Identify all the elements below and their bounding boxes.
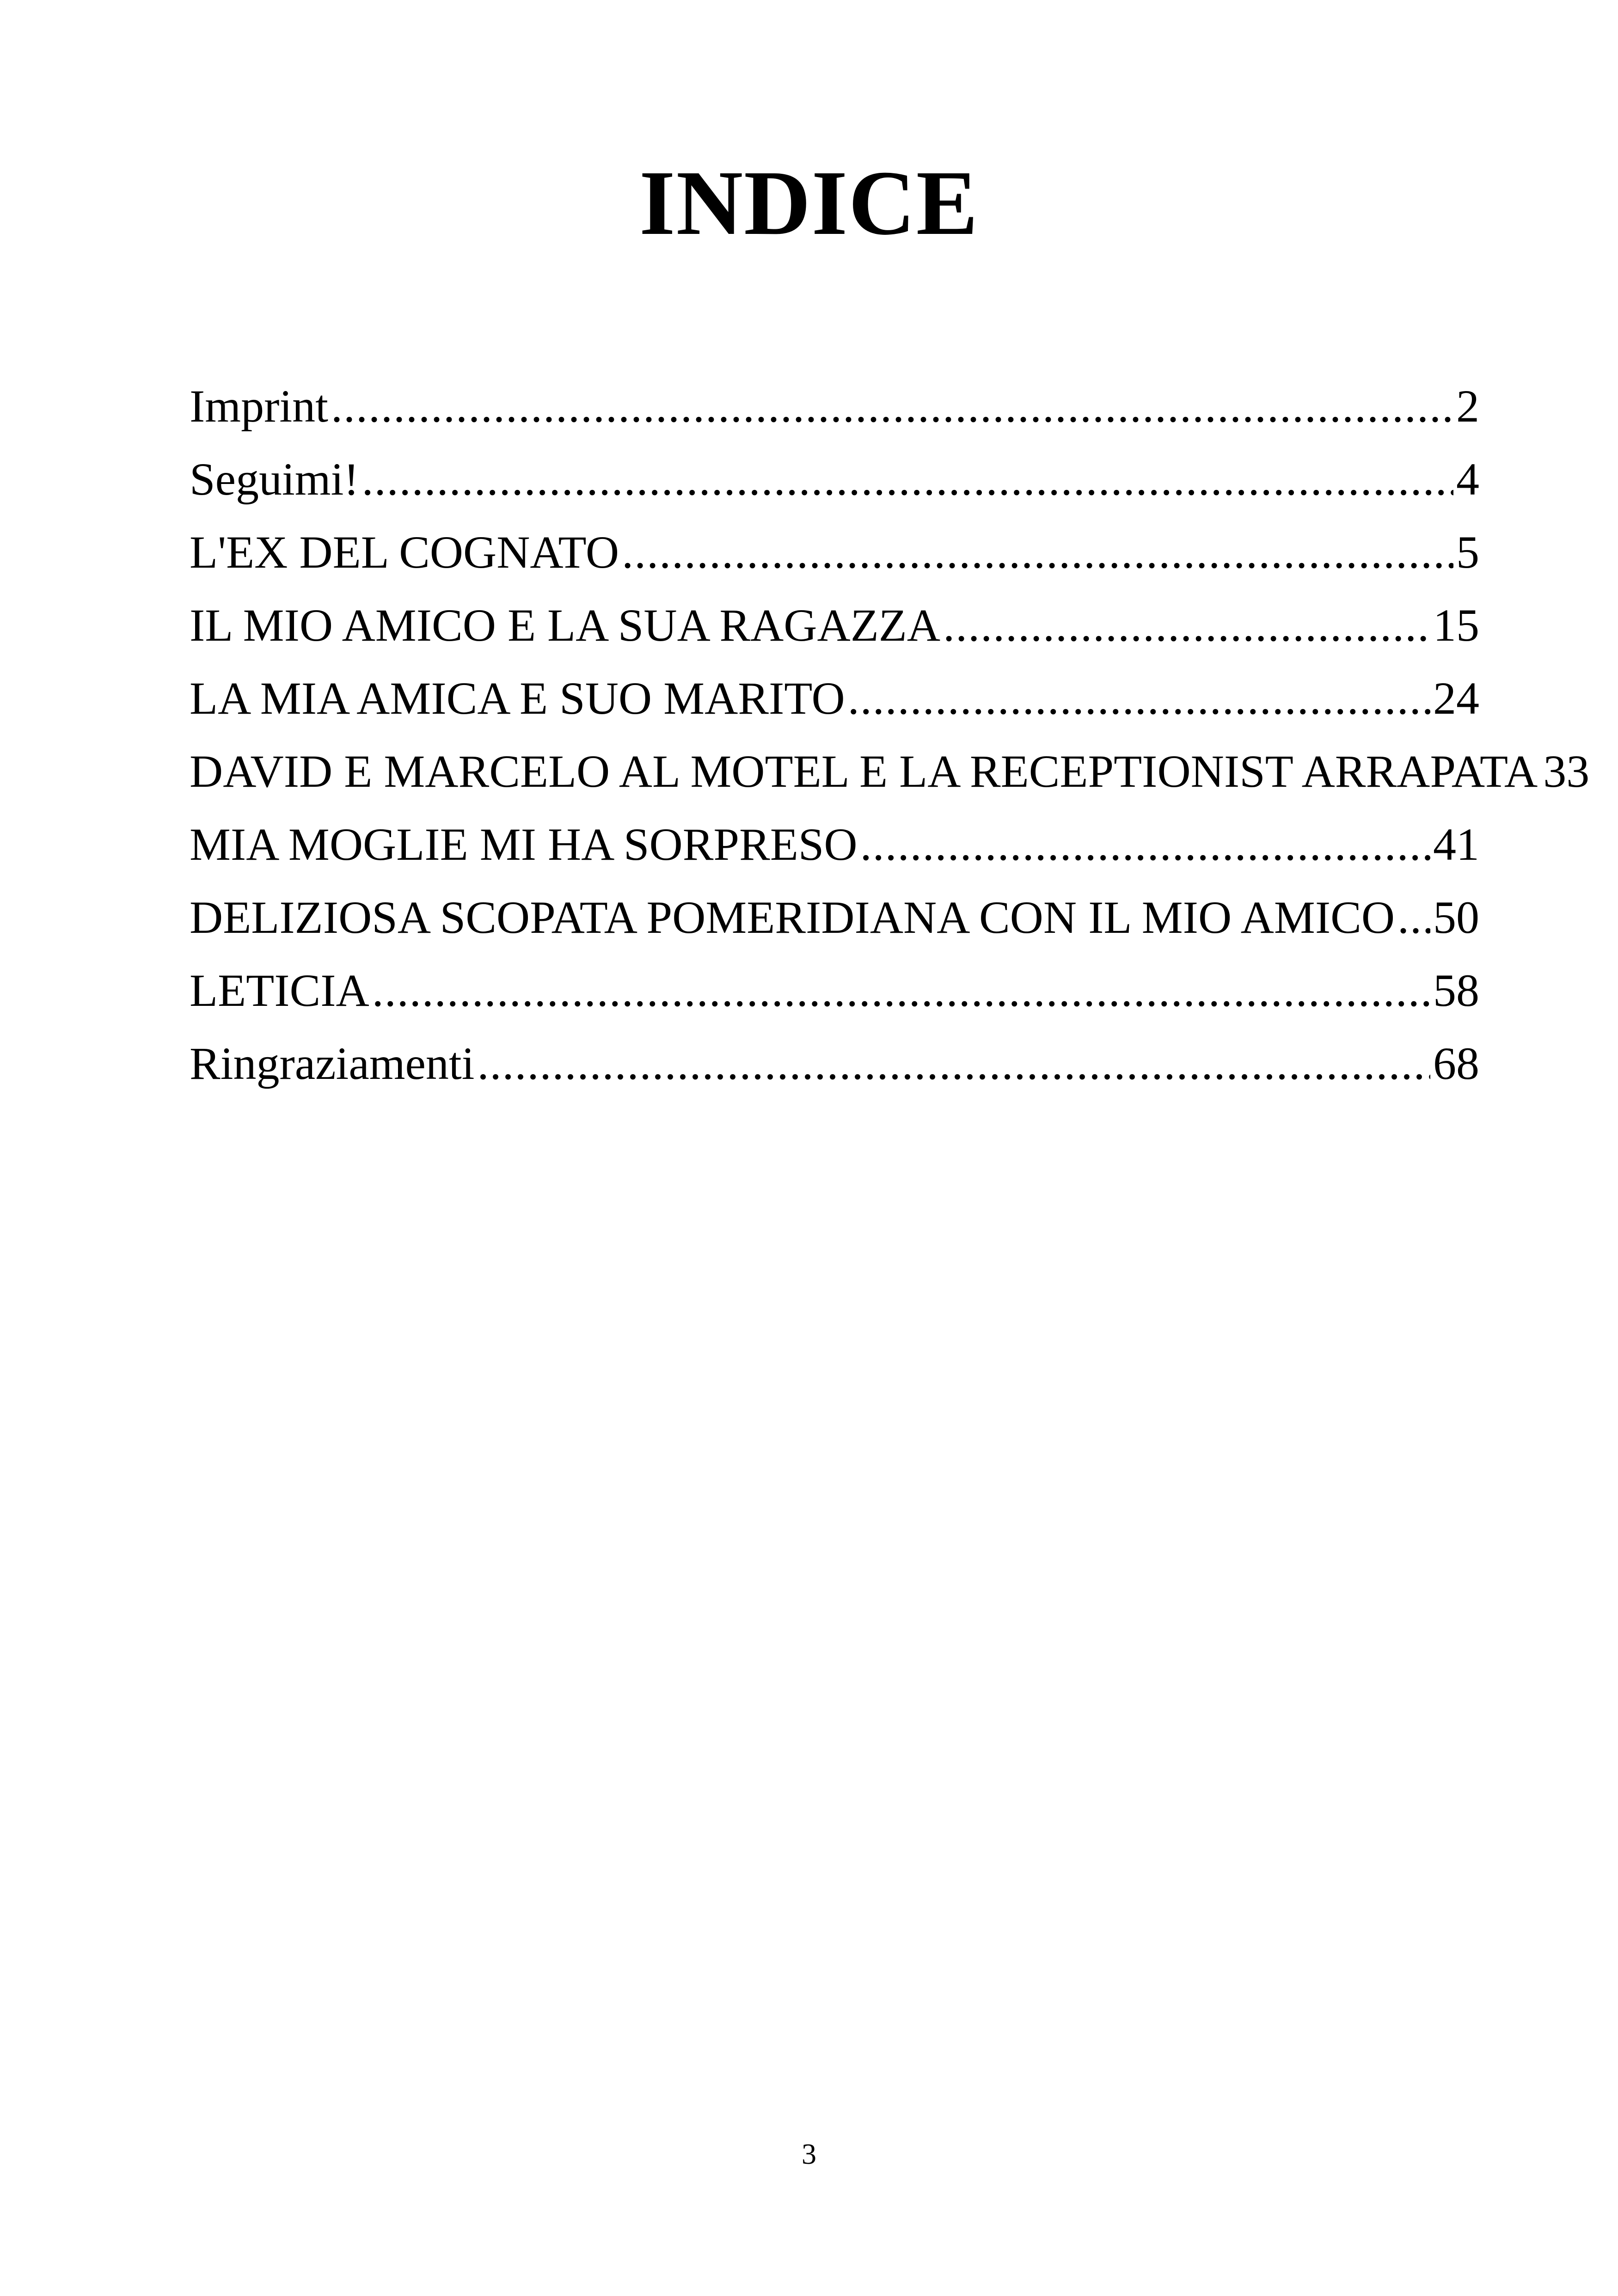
toc-entry-page: 41 xyxy=(1433,819,1479,870)
toc-entry-title: Ringraziamenti xyxy=(190,1038,475,1089)
toc-entry[interactable] xyxy=(190,954,1479,1027)
toc-entry-page: 2 xyxy=(1456,380,1479,432)
toc-entry[interactable] xyxy=(190,881,1479,954)
toc-entry-title: MIA MOGLIE MI HA SORPRESO xyxy=(190,819,858,870)
toc-entry-title: DELIZIOSA SCOPATA POMERIDIANA CON IL MIO AMICO xyxy=(190,892,1395,943)
toc-entry-title: Seguimi! xyxy=(190,453,359,505)
toc-entry-page: 5 xyxy=(1456,527,1479,578)
toc-entry-page: 33 xyxy=(1543,746,1590,797)
toc-dot-leader xyxy=(362,443,1453,516)
footer-page-number: 3 xyxy=(802,2137,816,2170)
toc-entry-page: 58 xyxy=(1433,965,1479,1016)
toc-entry[interactable] xyxy=(190,589,1479,662)
toc-dot-leader xyxy=(1397,881,1430,954)
toc-entry-page: 50 xyxy=(1433,892,1479,943)
page-title: INDICE xyxy=(639,152,979,254)
toc-entry-page: 68 xyxy=(1433,1038,1479,1089)
toc-dot-leader xyxy=(622,516,1453,589)
toc-entry-page: 4 xyxy=(1456,453,1479,505)
toc-entry-page: 15 xyxy=(1433,600,1479,651)
toc-entry-title: LETICIA xyxy=(190,965,369,1016)
toc-entry[interactable] xyxy=(190,662,1479,735)
toc-entry[interactable] xyxy=(190,1027,1479,1100)
toc-entry-title: DAVID E MARCELO AL MOTEL E LA RECEPTIONIST ARRAPATA xyxy=(190,746,1538,797)
toc-dot-leader xyxy=(372,954,1430,1027)
toc-entry[interactable] xyxy=(190,516,1479,589)
toc-entry[interactable] xyxy=(190,735,1590,808)
toc-dot-leader xyxy=(860,808,1430,881)
toc-entry-title: LA MIA AMICA E SUO MARITO xyxy=(190,673,845,724)
toc-dot-leader xyxy=(477,1027,1430,1100)
toc-entry[interactable] xyxy=(190,808,1479,881)
table-of-contents xyxy=(190,370,1590,1100)
toc-dot-leader xyxy=(848,662,1430,735)
toc-dot-leader xyxy=(331,370,1453,443)
toc-entry-title: IL MIO AMICO E LA SUA RAGAZZA xyxy=(190,600,941,651)
toc-entry-title: L'EX DEL COGNATO xyxy=(190,527,619,578)
toc-entry[interactable] xyxy=(190,370,1479,443)
toc-dot-leader xyxy=(943,589,1430,662)
toc-entry-page: 24 xyxy=(1433,673,1479,724)
toc-entry[interactable] xyxy=(190,443,1479,516)
toc-entry-title: Imprint xyxy=(190,380,328,432)
